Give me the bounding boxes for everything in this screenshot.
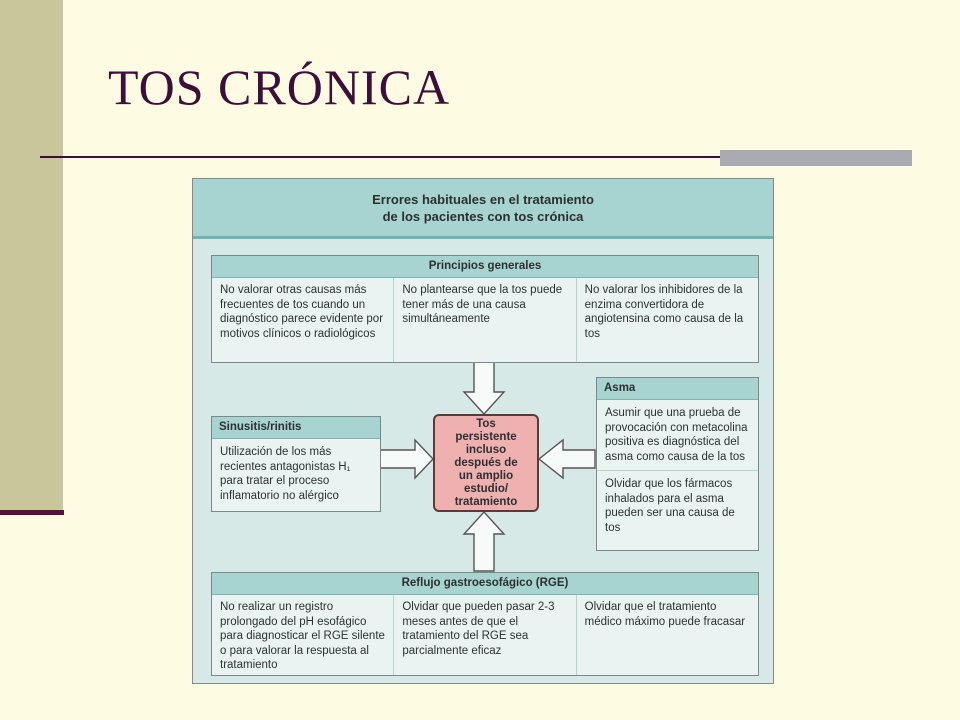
sinusitis-text: Utilización de los más recientes antagonistas H₁ para tratar el proceso inflamatorio no alérgico <box>220 446 351 502</box>
diagram-header-line: Errores habituales en el tratamiento <box>372 191 594 207</box>
rge-item: No realizar un registro prolongado del pH esofágico para diagnosticar el RGE silente o para valorar la respuesta al tratamiento <box>220 601 385 671</box>
principios-item: No valorar los inhibidores de la enzima convertidora de angiotensina como causa de la tos <box>576 278 758 362</box>
central-problem-box <box>433 414 539 512</box>
rge-title: Reflujo gastroesofágico (RGE) <box>212 573 758 595</box>
central-problem-line: Tos <box>476 417 496 430</box>
title-divider-accent <box>720 150 912 166</box>
rge-item: Olvidar que pueden pasar 2-3 meses antes de que el tratamiento del RGE sea parcialmente eficaz <box>393 595 575 675</box>
rge-item: Olvidar que el tratamiento médico máximo puede fracasar <box>576 595 758 675</box>
central-problem-line: incluso <box>465 443 507 456</box>
sinusitis-title: Sinusitis/rinitis <box>212 417 380 439</box>
slide-title: TOS CRÓNICA <box>108 59 451 115</box>
asma-item: Olvidar que los fármacos inhalados para el asma pueden ser una causa de tos <box>597 470 758 541</box>
principios-generales-box <box>211 255 759 363</box>
asma-title: Asma <box>597 378 758 400</box>
asma-item: Asumir que una prueba de provocación con metacolina positiva es diagnóstica del asma como causa de la tos <box>605 407 748 463</box>
chronic-cough-diagram <box>192 178 774 684</box>
arrow-left <box>539 440 595 478</box>
diagram-header-line: de los pacientes con tos crónica <box>382 208 584 224</box>
left-sidebar-bar <box>0 0 63 512</box>
principios-item: No valorar otras causas más frecuentes de tos cuando un diagnóstico parece evidente por motivos clínicos o radiológicos <box>220 284 384 340</box>
left-accent-line <box>0 510 64 515</box>
principios-generales-title: Principios generales <box>212 256 758 278</box>
central-problem-line: tratamiento <box>454 495 518 508</box>
arrow-down <box>464 362 504 414</box>
asma-box <box>596 377 759 551</box>
arrow-right <box>380 440 433 478</box>
central-problem-line: persistente <box>455 430 517 443</box>
arrow-up <box>464 512 504 571</box>
central-problem-line: un amplio <box>458 469 514 482</box>
central-problem-line: estudio/ <box>463 482 509 495</box>
sinusitis-box <box>211 416 381 512</box>
rge-box <box>211 572 759 676</box>
principios-item: No plantearse que la tos puede tener más de una causa simultáneamente <box>393 278 575 362</box>
central-problem-line: después de <box>454 456 518 469</box>
